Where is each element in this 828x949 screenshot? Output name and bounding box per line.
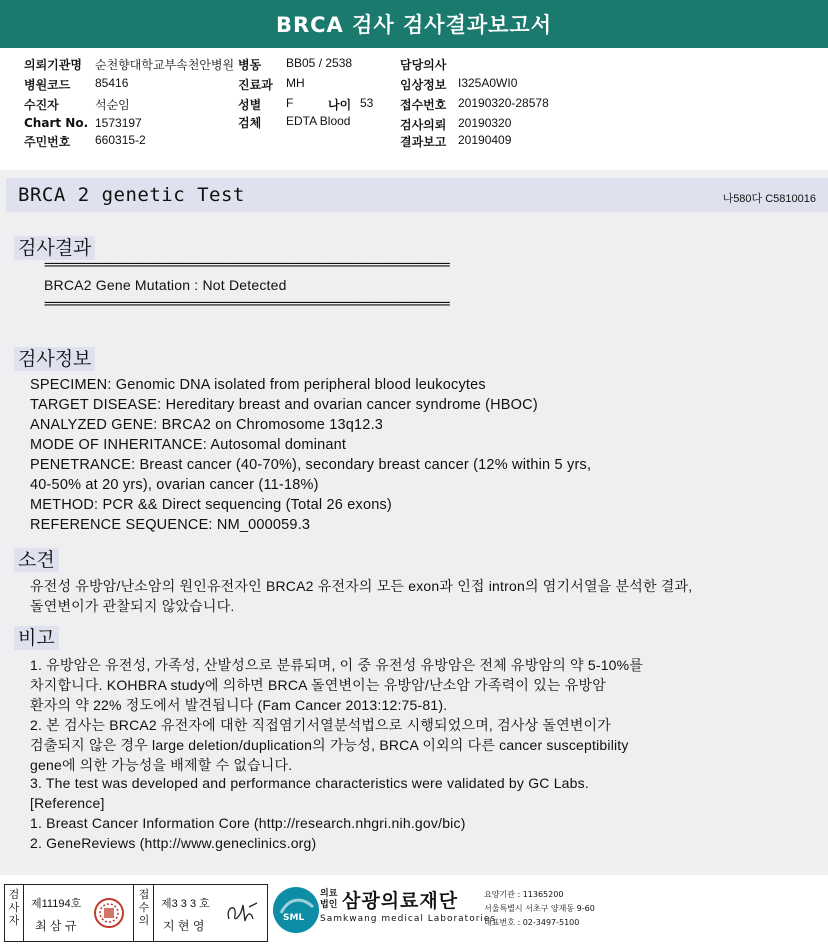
result-rule-top: ================================================================ [44,258,449,273]
info-line: ANALYZED GENE: BRCA2 on Chromosome 13q12.3 [30,417,384,433]
reviewer-name: 지 현 영 [163,919,205,933]
info-heading: 검사정보 [14,347,95,371]
divider [153,885,154,941]
hospital-code-label: 병원코드 [24,78,71,92]
remarks-line: 1. Breast Cancer Information Core (http://research.nhgri.nih.gov/bic) [30,815,466,831]
remarks-line: 차지합니다. KOHBRA study에 의하면 BRCA 돌연변이는 유방암/난소암 가족력이 있는 유방암 [30,677,606,693]
result-text: BRCA2 Gene Mutation : Not Detected [44,277,287,293]
tester-name: 최 삼 규 [35,919,77,933]
dept-label: 진료과 [238,78,273,92]
report-date-value: 20190409 [458,133,512,147]
name-value: 석순임 [95,98,130,112]
request-label: 검사의뢰 [400,118,447,132]
dept-value: MH [286,76,305,90]
remarks-line: 2. GeneReviews (http://www.geneclinics.org) [30,835,317,851]
info-line: PENETRANCE: Breast cancer (40-70%), secondary breast cancer (12% within 5 yrs, [30,457,592,473]
institution-value: 순천향대학교부속천안병원 [95,58,235,72]
sml-logo-icon [273,887,319,933]
test-code: 나580다 C5810016 [722,193,816,205]
age-label: 나이 [328,98,352,112]
org-type: 의료 법인 [320,889,338,910]
report-title: BRCA 검사 검사결과보고서 [0,0,828,48]
tester-label: 검사자 [8,888,20,927]
seal-icon [93,897,125,929]
contact-line: 서울특별시 서초구 양재동 9-60 [484,904,595,913]
doctor-label: 담당의사 [400,58,447,72]
info-line: METHOD: PCR && Direct sequencing (Total 26 exons) [30,497,392,513]
divider [23,885,24,941]
org-english-name: Samkwang medical Laboratories [320,914,497,924]
finding-heading: 소견 [14,548,59,572]
age-value: 53 [360,96,374,110]
remarks-heading: 비고 [14,626,59,650]
result-rule-bottom: ================================================================ [44,297,449,312]
id-value: 660315-2 [95,133,146,147]
info-line: SPECIMEN: Genomic DNA isolated from peripheral blood leukocytes [30,377,486,393]
id-label: 주민번호 [24,135,71,149]
contact-line: 대표번호 : 02-3497-5100 [484,918,580,927]
ward-value: BB05 / 2538 [286,56,353,70]
contact-line: 요양기관 : 11365200 [484,890,564,899]
chart-value: 1573197 [95,116,142,130]
logo-text: SML [283,913,305,923]
hospital-code-value: 85416 [95,76,129,90]
name-label: 수진자 [24,98,59,112]
ward-label: 병동 [238,58,262,72]
chart-label: Chart No. [24,116,89,130]
org-name: 삼광의료재단 [342,890,459,912]
specimen-value: EDTA Blood [286,114,351,128]
info-line: TARGET DISEASE: Hereditary breast and ovarian cancer syndrome (HBOC) [30,397,538,413]
receipt-value: 20190320-28578 [458,96,549,110]
reviewer-license: 제3 3 3 호 [161,898,210,910]
request-value: 20190320 [458,116,512,130]
exam-info-label: 임상정보 [400,78,447,92]
remarks-line: [Reference] [30,795,105,811]
finding-line: 유전성 유방암/난소암의 원인유전자인 BRCA2 유전자의 모든 exon과 인접 intron의 염기서열을 분석한 결과, [30,578,693,594]
test-name: BRCA 2 genetic Test [18,184,245,206]
remarks-line: 1. 유방암은 유전성, 가족성, 산발성으로 분류되며, 이 중 유전성 유방암은 전체 유방암의 약 5-10%를 [30,657,644,673]
sex-label: 성별 [238,98,262,112]
result-heading: 검사결과 [14,236,95,260]
remarks-line: gene에 의한 가능성을 배제할 수 없습니다. [30,757,293,773]
specimen-label: 검체 [238,116,262,130]
tester-license: 제11194호 [31,898,82,910]
exam-info-value: I325A0WI0 [458,76,518,90]
signature-box [4,884,268,942]
remarks-line: 2. 본 검사는 BRCA2 유전자에 대한 직접염기서열분석법으로 시행되었으며, 검사상 돌연변이가 [30,717,611,733]
divider [133,885,134,941]
institution-label: 의뢰기관명 [24,58,82,72]
patient-info-panel [0,48,828,168]
remarks-line: 환자의 약 22% 정도에서 발견됩니다 (Fam Cancer 2013:12:75-81). [30,697,448,713]
info-line: 40-50% at 20 yrs), ovarian cancer (11-18%) [30,477,319,493]
signature-icon [223,897,261,929]
report-date-label: 결과보고 [400,135,447,149]
sex-value: F [286,96,294,110]
receipt-label: 접수번호 [400,98,447,112]
info-line: MODE OF INHERITANCE: Autosomal dominant [30,437,347,453]
remarks-line: 3. The test was developed and performance characteristics were validated by GC Labs. [30,775,589,791]
finding-line: 돌연변이가 관찰되지 않았습니다. [30,598,235,614]
remarks-line: 검출되지 않은 경우 large deletion/duplication의 가능성, BRCA 이외의 다른 cancer susceptibility [30,737,629,753]
info-line: REFERENCE SEQUENCE: NM_000059.3 [30,517,311,533]
reviewer-label: 접수의 [138,888,150,927]
